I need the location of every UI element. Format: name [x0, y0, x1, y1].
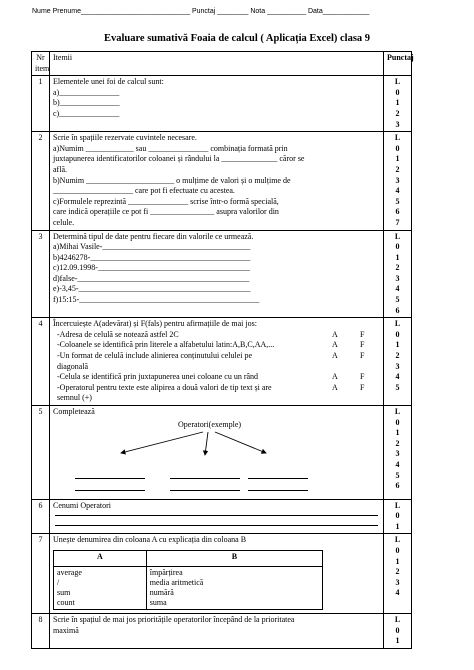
score-mark: 5 — [395, 470, 400, 480]
item-line: Completează — [53, 407, 95, 416]
score-mark: 0 — [395, 417, 400, 427]
student-info-line: Nume Prenume____________________________ Punctaj ________ Nota __________ Data____________ — [32, 8, 370, 15]
diagram-arrows — [53, 418, 363, 498]
score-mark: L — [394, 500, 401, 510]
term[interactable]: sum — [57, 587, 71, 597]
definition[interactable]: media aritmetică — [149, 577, 204, 587]
statement-row — [53, 351, 380, 362]
statement-text: -Adresa de celulă se notează astfel 2C — [57, 329, 179, 339]
page-title: Evaluare sumativă Foaia de calcul ( Aplicația Excel) clasa 9 — [103, 33, 371, 44]
item-row-4 — [32, 318, 412, 406]
score-mark: 1 — [395, 98, 400, 108]
statement-text: -Coloanele se identifică prin literele a alfabetului latin:A,B,C,AA,... — [57, 340, 275, 350]
statement-text: diagonală — [57, 361, 89, 371]
option-true[interactable]: A — [332, 382, 338, 392]
item-score — [384, 613, 412, 648]
score-mark: 0 — [395, 242, 400, 252]
item-line: Cenumi Operatori — [53, 500, 111, 510]
answer-blank[interactable] — [170, 490, 240, 491]
option-false[interactable]: F — [360, 351, 365, 361]
option-true[interactable]: A — [332, 351, 338, 361]
item-line: maximă — [53, 625, 79, 635]
score-mark: 1 — [395, 252, 400, 262]
item-row-5 — [32, 406, 412, 500]
score-mark: L — [394, 77, 401, 87]
definition[interactable]: împărțirea — [149, 567, 183, 577]
item-row-3 — [32, 230, 412, 318]
option-false[interactable]: F — [360, 372, 365, 382]
item-content — [50, 406, 384, 500]
item-line: Determină tipul de date pentru fiecare din valorile ce urmează. — [53, 231, 254, 241]
answer-line[interactable]: d)false-___________________________________________ — [53, 273, 250, 283]
term[interactable]: average — [57, 567, 82, 577]
statement-text: semnul (+) — [57, 393, 92, 403]
score-mark: 2 — [395, 108, 400, 118]
item-score — [384, 132, 412, 230]
score-mark: 2 — [395, 567, 400, 577]
score-mark: L — [394, 133, 401, 143]
score-mark: 7 — [395, 217, 400, 227]
option-true[interactable]: A — [332, 329, 338, 339]
score-mark: 4 — [395, 588, 400, 598]
statement-row — [53, 383, 380, 394]
item-score — [384, 499, 412, 534]
statement-text: -Celula se identifică prin juxtapunerea unei coloane cu un rând — [57, 372, 259, 382]
column-b-cell — [146, 566, 322, 609]
item-line: Unește denumirea din coloana A cu explicația din coloana B — [53, 535, 247, 545]
answer-blank[interactable] — [170, 478, 240, 479]
table-header-row — [32, 52, 412, 76]
diagram-center-label: Operatori(exemple) — [178, 419, 242, 429]
arrow-left — [121, 432, 203, 453]
item-content — [50, 534, 384, 614]
item-content — [50, 132, 384, 230]
score-mark: 1 — [395, 154, 400, 164]
score-mark: 0 — [395, 511, 400, 521]
score-mark: 4 — [395, 459, 400, 469]
header-itemii: Itemii — [50, 52, 384, 76]
option-false[interactable]: F — [360, 382, 365, 392]
item-line: Scrie în spațiul de mai jos prioritățile operatorilor începând de la prioritatea — [53, 614, 295, 624]
item-number: 6 — [32, 499, 50, 534]
item-score — [384, 534, 412, 614]
header-punctaj: Punctaj — [384, 52, 412, 76]
score-mark: 0 — [395, 545, 400, 555]
answer-line[interactable]: b)4246278-________________________________________ — [53, 252, 251, 262]
item-line: Elementele unei foi de calcul sunt: — [53, 77, 164, 87]
header-nr — [32, 52, 50, 76]
option-false[interactable]: F — [360, 340, 365, 350]
score-mark: 1 — [395, 556, 400, 566]
score-mark: L — [394, 407, 401, 416]
score-mark: 3 — [395, 175, 400, 185]
definition[interactable]: suma — [149, 597, 167, 607]
score-mark: 3 — [395, 119, 400, 129]
header-item-label: item — [35, 63, 50, 73]
score-mark: 3 — [395, 273, 400, 283]
score-mark: 1 — [395, 340, 400, 350]
item-content — [50, 76, 384, 132]
score-mark: 3 — [395, 449, 400, 459]
item-score — [384, 76, 412, 132]
statement-text: -Un format de celulă include alinierea conținutului celulei pe — [57, 351, 253, 361]
item-content — [50, 613, 384, 648]
item-line: află. — [53, 164, 67, 174]
answer-blank[interactable] — [75, 478, 145, 479]
item-score — [384, 318, 412, 406]
score-mark: L — [394, 231, 401, 241]
definition[interactable]: numără — [149, 587, 174, 597]
item-line: ____________________ care pot fi efectuate cu acestea. — [53, 186, 235, 196]
statement-row — [53, 330, 380, 341]
answer-blank[interactable] — [248, 490, 308, 491]
arrow-middle — [205, 432, 208, 455]
score-mark: 6 — [395, 305, 400, 315]
item-line: celule. — [53, 217, 75, 227]
item-number: 5 — [32, 406, 50, 500]
score-mark: L — [394, 319, 401, 329]
term[interactable]: count — [57, 597, 75, 607]
score-mark: 5 — [395, 196, 400, 206]
column-b-header: B — [146, 550, 322, 566]
item-line: a)Numim ____________ sau _______________ combinația formată prin — [53, 143, 288, 153]
score-mark: 3 — [395, 361, 400, 371]
operators-diagram — [53, 418, 380, 498]
answer-blank[interactable] — [55, 525, 378, 526]
statement-row — [53, 362, 380, 373]
statement-row — [53, 393, 380, 404]
item-content — [50, 318, 384, 406]
item-row-7 — [32, 534, 412, 614]
score-mark: 0 — [395, 87, 400, 97]
score-mark: 2 — [395, 438, 400, 448]
item-line: care indică operațiile ce pot fi ________________ asupra valorilor din — [53, 207, 279, 217]
item-number: 4 — [32, 318, 50, 406]
score-mark: 1 — [395, 636, 400, 646]
score-mark: 2 — [395, 263, 400, 273]
score-mark: 5 — [395, 382, 400, 392]
score-mark: 2 — [395, 351, 400, 361]
item-score — [384, 230, 412, 318]
item-line: Încercuiește A(adevărat) și F(fals) pentru afirmațiile de mai jos: — [53, 319, 257, 329]
item-score — [384, 406, 412, 500]
score-mark: 6 — [395, 207, 400, 217]
answer-line[interactable]: c)12.09.1998-______________________________________ — [53, 263, 250, 273]
option-true[interactable]: A — [332, 372, 338, 382]
statement-row — [53, 340, 380, 351]
header-nr-label: Nr — [36, 53, 45, 62]
item-number: 3 — [32, 230, 50, 318]
score-mark: L — [394, 535, 401, 545]
answer-blank[interactable] — [248, 478, 308, 479]
option-true[interactable]: A — [332, 340, 338, 350]
score-mark: 1 — [395, 521, 400, 531]
answer-line[interactable]: a)Mihai Vasile-_____________________________________ — [53, 242, 251, 252]
item-content — [50, 230, 384, 318]
score-mark: 1 — [395, 428, 400, 438]
score-mark: 0 — [395, 625, 400, 635]
item-number: 7 — [32, 534, 50, 614]
score-mark: 0 — [395, 143, 400, 153]
answer-line[interactable]: f)15:15-_____________________________________________ — [53, 295, 260, 305]
item-row-6 — [32, 499, 412, 534]
option-false[interactable]: F — [360, 329, 365, 339]
item-row-1 — [32, 76, 412, 132]
answer-line[interactable]: b)_______________ — [53, 98, 120, 108]
term[interactable]: / — [57, 577, 60, 587]
statement-row — [53, 372, 380, 383]
score-mark: 2 — [395, 164, 400, 174]
item-row-8 — [32, 613, 412, 648]
item-line: b)Numim ______________________ o mulțime de valori și o mulțime de — [53, 175, 291, 185]
score-mark: 4 — [395, 284, 400, 294]
arrow-right — [215, 432, 266, 453]
answer-line[interactable]: c)_______________ — [53, 108, 120, 118]
answer-blank[interactable] — [55, 515, 378, 516]
evaluation-table — [31, 51, 412, 649]
answer-line[interactable]: e)-3,45-___________________________________________ — [53, 284, 251, 294]
item-line: Scrie în spațiile rezervate cuvintele necesare. — [53, 133, 197, 143]
item-number: 8 — [32, 613, 50, 648]
score-mark: 0 — [395, 329, 400, 339]
score-mark: 6 — [395, 481, 400, 491]
answer-blank[interactable] — [75, 490, 145, 491]
score-mark: L — [394, 614, 401, 624]
score-mark: 5 — [395, 295, 400, 305]
score-mark: 4 — [395, 186, 400, 196]
column-a-header: A — [54, 550, 147, 566]
item-line: c)Formulele reprezintă _______________ scrise într-o formă specială, — [53, 196, 279, 206]
column-a-cell — [54, 566, 147, 609]
answer-line[interactable]: a)_______________ — [53, 87, 120, 97]
matching-table — [53, 550, 323, 610]
score-mark: 4 — [395, 372, 400, 382]
item-number: 1 — [32, 76, 50, 132]
item-row-2 — [32, 132, 412, 230]
statement-text: -Operatorul pentru texte este alipirea a două valori de tip text și are — [57, 382, 272, 392]
score-mark: 3 — [395, 577, 400, 587]
item-content — [50, 499, 384, 534]
item-line: juxtapunerea identificatorilor coloanei și rândului la ______________ căror se — [53, 154, 305, 164]
item-number: 2 — [32, 132, 50, 230]
